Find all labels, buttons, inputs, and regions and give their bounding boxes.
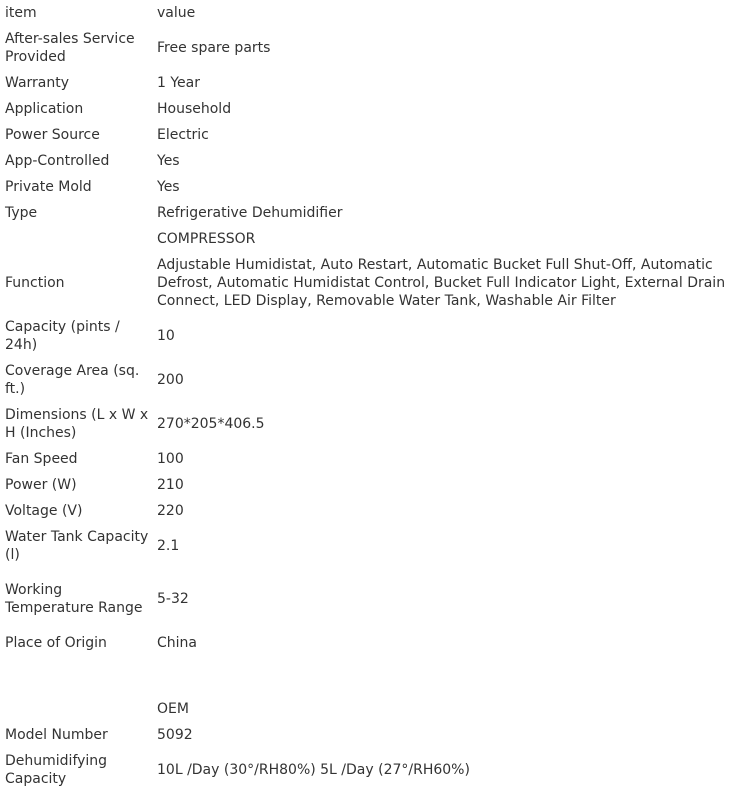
item-cell: After-sales Service Provided — [5, 31, 135, 65]
value-cell: 10L /Day (30°/RH80%) 5L /Day (27°/RH60%) — [157, 762, 470, 778]
table-row — [0, 358, 750, 402]
table-row — [0, 122, 750, 148]
value-cell: 2.1 — [157, 538, 180, 554]
table-row — [0, 314, 750, 358]
value-cell: 10 — [157, 328, 175, 344]
table-row — [0, 200, 750, 226]
value-cell: 220 — [157, 503, 184, 519]
table-row — [0, 226, 750, 252]
item-cell: Capacity (pints / 24h) — [5, 319, 120, 353]
table-row — [0, 252, 750, 314]
value-cell: 270*205*406.5 — [157, 416, 265, 432]
table-row — [0, 26, 750, 70]
item-cell: Private Mold — [5, 179, 92, 195]
value-cell: Adjustable Humidistat, Auto Restart, Automatic Bucket Full Shut-Off, Automatic Defrost, Automatic Humidistat Control, Bucket Full Indicator Light, External Drain Connect, LED Display, Removable Water Tank, Washable Air Filter — [157, 257, 726, 309]
value-cell: COMPRESSOR — [157, 231, 256, 247]
item-cell: Voltage (V) — [5, 503, 83, 519]
table-row — [0, 472, 750, 498]
value-cell: 5092 — [157, 727, 193, 743]
value-cell: China — [157, 635, 197, 651]
item-cell: Type — [5, 205, 38, 221]
table-row — [0, 656, 750, 696]
table-row — [0, 402, 750, 446]
value-cell — [152, 656, 750, 696]
item-cell: Power (W) — [5, 477, 77, 493]
table-row — [0, 524, 750, 568]
value-cell: Yes — [157, 179, 180, 195]
column-header-item: item — [5, 5, 37, 21]
item-cell: Application — [5, 101, 84, 117]
table-row — [0, 70, 750, 96]
value-cell: Refrigerative Dehumidifier — [157, 205, 343, 221]
item-cell: Working Temperature Range — [5, 582, 143, 616]
table-row — [0, 174, 750, 200]
value-cell: Yes — [157, 153, 180, 169]
value-cell: 1 Year — [157, 75, 200, 91]
item-cell — [0, 656, 152, 696]
item-cell: Power Source — [5, 127, 100, 143]
value-cell: Free spare parts — [157, 40, 271, 56]
table-row — [0, 148, 750, 174]
value-cell: 100 — [157, 451, 184, 467]
table-row — [0, 722, 750, 748]
table-row — [0, 748, 750, 792]
item-cell: Coverage Area (sq. ft.) — [5, 363, 140, 397]
value-cell: 210 — [157, 477, 184, 493]
item-cell: Warranty — [5, 75, 70, 91]
table-row — [0, 96, 750, 122]
value-cell: OEM — [157, 701, 189, 717]
item-cell: Place of Origin — [5, 635, 107, 651]
value-cell: 200 — [157, 372, 184, 388]
item-cell — [0, 226, 152, 252]
item-cell — [0, 696, 152, 722]
table-row — [0, 498, 750, 524]
item-cell: Model Number — [5, 727, 108, 743]
item-cell: App-Controlled — [5, 153, 110, 169]
value-cell: Household — [157, 101, 232, 117]
table-row — [0, 630, 750, 656]
value-cell: 5-32 — [157, 591, 189, 607]
table-header-row — [0, 0, 750, 26]
item-cell: Dimensions (L x W x H (Inches) — [5, 407, 149, 441]
column-header-value: value — [157, 5, 196, 21]
table-row — [0, 568, 750, 630]
item-cell: Fan Speed — [5, 451, 78, 467]
item-cell: Function — [5, 275, 65, 291]
item-cell: Water Tank Capacity (l) — [5, 529, 149, 563]
value-cell: Electric — [157, 127, 209, 143]
table-row — [0, 696, 750, 722]
item-cell: Dehumidifying Capacity — [5, 753, 108, 787]
table-row — [0, 446, 750, 472]
